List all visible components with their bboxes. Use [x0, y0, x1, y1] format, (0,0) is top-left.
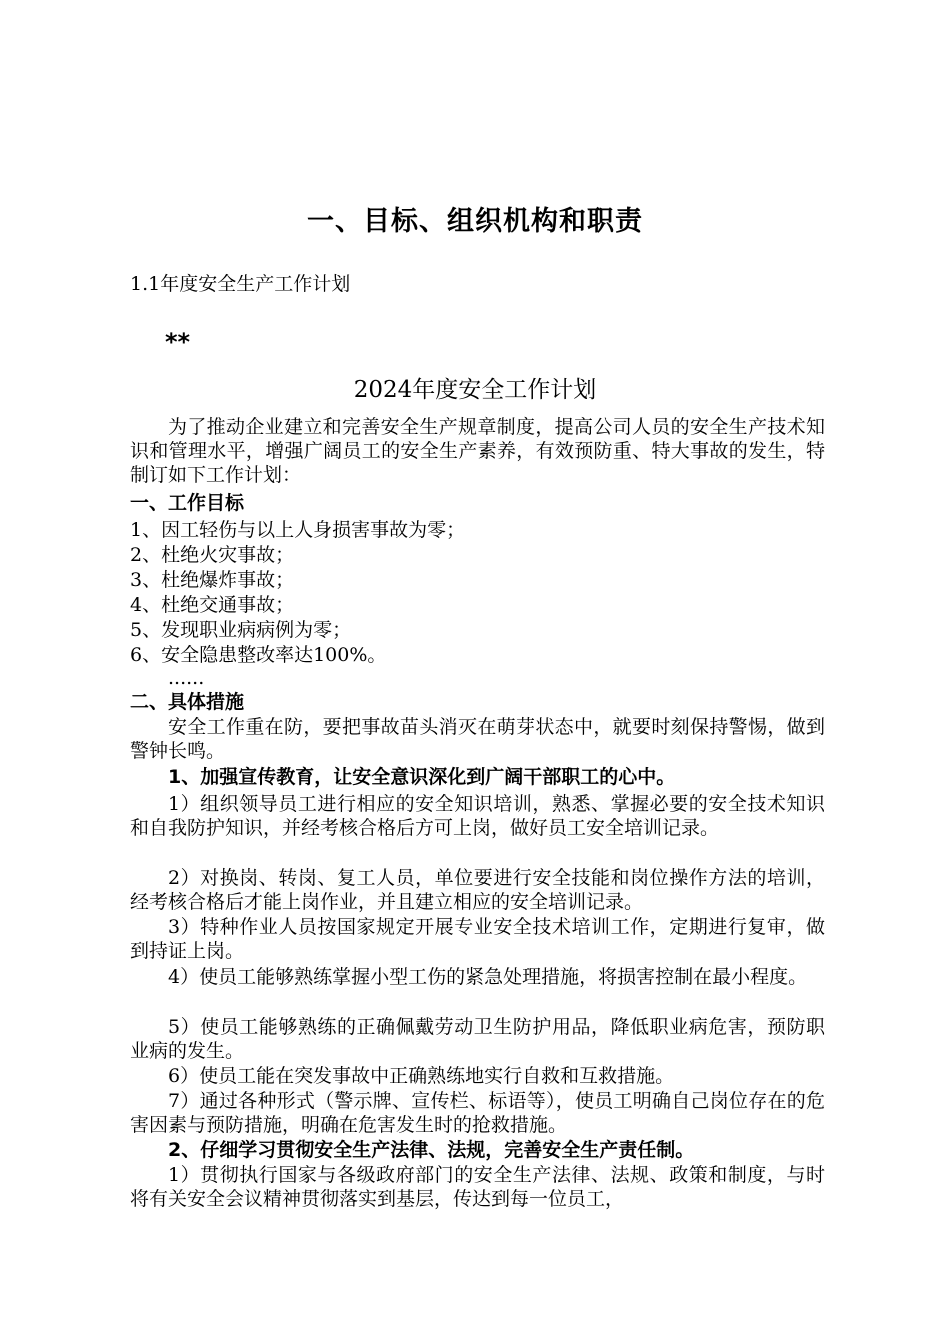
measure-1-item: 2）对换岗、转岗、复工人员，单位要进行安全技能和岗位操作方法的培训，经考核合格后才能上岗作业，并且建立相应的安全培训记录。 [130, 867, 825, 913]
measure-1-item: 1）组织领导员工进行相应的安全知识培训，熟悉、掌握必要的安全技术知识和自我防护知识，并经考核合格后方可上岗，做好员工安全培训记录。 [130, 793, 825, 839]
goal-item: 5、发现职业病病例为零； [130, 619, 352, 641]
measure-2-item: 1）贯彻执行国家与各级政府部门的安全生产法律、法规、政策和制度，与时将有关安全会议精神贯彻落实到基层，传达到每一位员工， [130, 1164, 825, 1210]
intro-paragraph: 为了推动企业建立和完善安全生产规章制度，提高公司人员的安全生产技术知识和管理水平，增强广阔员工的安全生产素养，有效预防重、特大事故的发生，特制订如下工作计划： [130, 416, 825, 486]
measure-1-item: 5）使员工能够熟练的正确佩戴劳动卫生防护用品，降低职业病危害，预防职业病的发生。 [130, 1016, 825, 1062]
goals-heading: 一、工作目标 [130, 492, 245, 514]
measures-heading: 二、具体措施 [130, 691, 245, 713]
stars-mark: ** [165, 328, 191, 356]
measures-intro: 安全工作重在防，要把事故苗头消灭在萌芽状态中，就要时刻保持警惕，做到警钟长鸣。 [130, 716, 825, 762]
measure-1-item: 3）特种作业人员按国家规定开展专业安全技术培训工作，定期进行复审，做到持证上岗。 [130, 916, 825, 962]
measure-1-item: 4）使员工能够熟练掌握小型工伤的紧急处理措施，将损害控制在最小程度。 [168, 966, 808, 988]
goals-ellipsis: ...... [168, 667, 205, 689]
goal-item: 3、杜绝爆炸事故； [130, 569, 295, 591]
goal-item: 6、安全隐患整改率达100%。 [130, 644, 387, 666]
measure-1-heading: 1、加强宣传教育，让安全意识深化到广阔干部职工的心中。 [168, 766, 676, 788]
goal-item: 1、因工轻伤与以上人身损害事故为零； [130, 519, 466, 541]
section-title: 1.1年度安全生产工作计划 [130, 273, 351, 295]
document-title: 2024年度安全工作计划 [353, 377, 597, 403]
goal-item: 4、杜绝交通事故； [130, 594, 295, 616]
measure-1-item: 7）通过各种形式（警示牌、宣传栏、标语等），使员工明确自己岗位存在的危害因素与预防措施，明确在危害发生时的抢救措施。 [130, 1090, 825, 1136]
measure-2-heading: 2、仔细学习贯彻安全生产法律、法规，完善安全生产责任制。 [168, 1139, 695, 1161]
chapter-title: 一、目标、组织机构和职责 [307, 206, 643, 237]
measure-1-item: 6）使员工能在突发事故中正确熟练地实行自救和互救措施。 [168, 1065, 675, 1087]
goal-item: 2、杜绝火灾事故； [130, 544, 295, 566]
